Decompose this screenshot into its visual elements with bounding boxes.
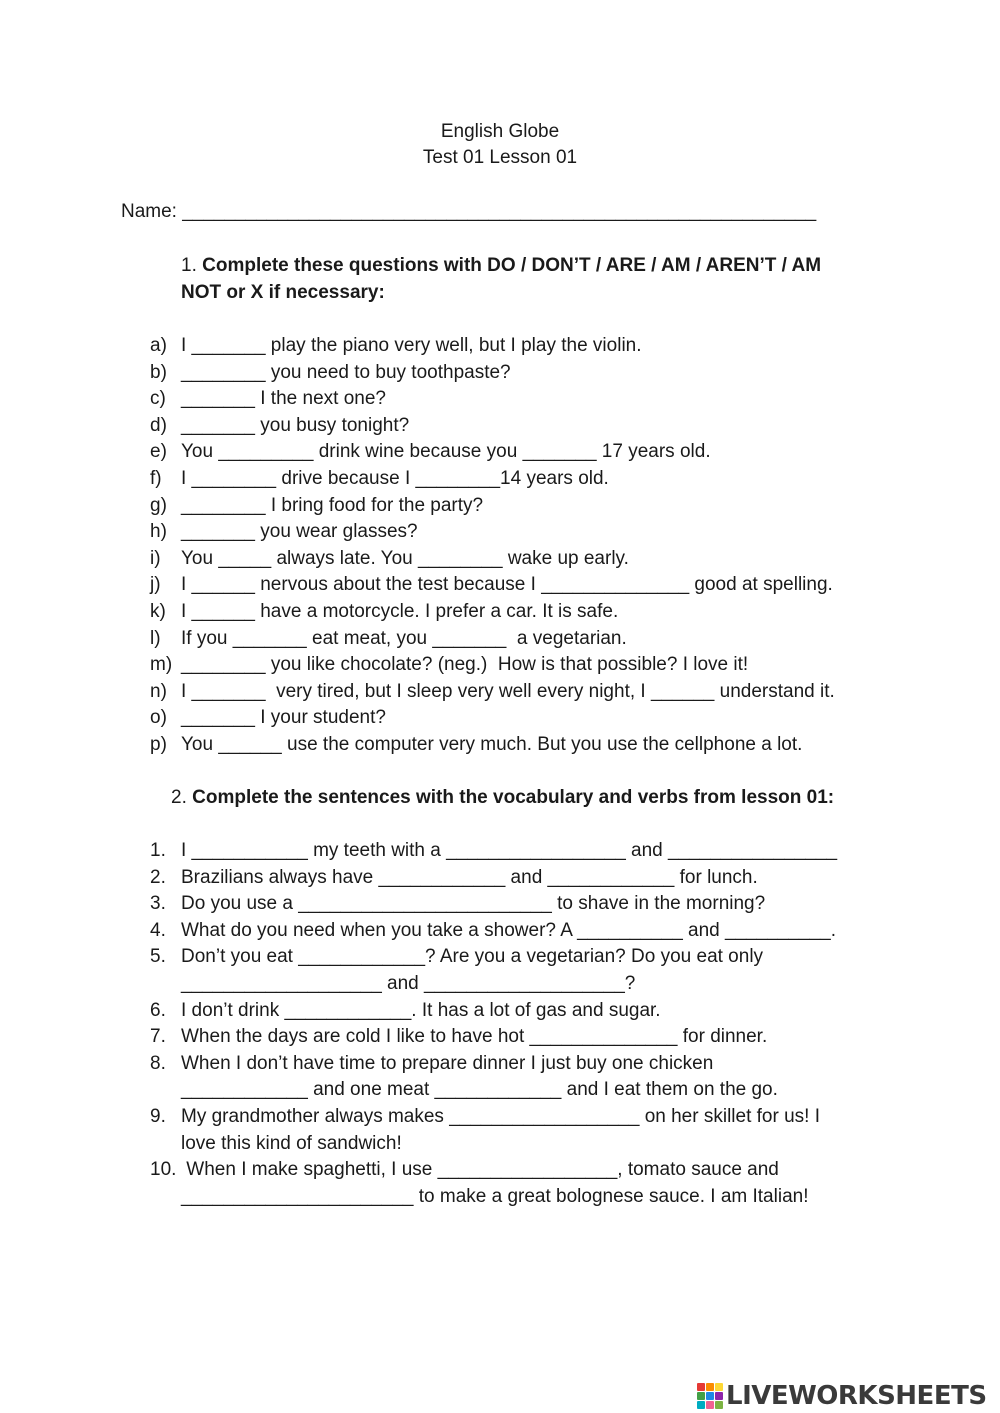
question-text[interactable]: I _______ play the piano very well, but I play the violin. (181, 335, 642, 356)
question-marker: c) (150, 388, 166, 410)
question-text[interactable]: If you _______ eat meat, you _______ a vegetarian. (181, 627, 627, 649)
question-marker: n) (150, 680, 167, 702)
section-2-instruction (171, 787, 834, 809)
question-text[interactable]: I ________ drive because I ________14 years old. (181, 468, 609, 489)
sentence-item (150, 867, 758, 889)
section-2-number: 2. (171, 787, 187, 808)
question-text[interactable]: _______ I the next one? (181, 388, 386, 410)
question-item (150, 415, 409, 437)
question-text[interactable]: _______ I your student? (181, 707, 386, 729)
question-text[interactable]: I ______ nervous about the test because I ______________ good at spelling. (181, 574, 833, 596)
logo-tile (697, 1401, 705, 1409)
question-marker: i) (150, 547, 161, 569)
question-text[interactable]: ________ I bring food for the party? (181, 494, 484, 516)
question-item (150, 734, 802, 756)
logo-tile (715, 1392, 723, 1400)
question-marker: f) (150, 468, 162, 489)
section-1-instruction (181, 255, 821, 277)
sentence-continuation[interactable]: love this kind of sandwich! (181, 1132, 402, 1154)
question-marker: h) (150, 521, 167, 543)
sentence-item (150, 1000, 661, 1022)
sentence-item (150, 1106, 820, 1128)
question-text[interactable]: I _______ very tired, but I sleep very well every night, I ______ understand it. (181, 680, 835, 702)
logo-tile (697, 1392, 705, 1400)
sentence-marker: 2. (150, 866, 166, 888)
question-item (150, 548, 629, 570)
logo-tile (706, 1392, 714, 1400)
logo-mosaic-icon (697, 1383, 723, 1409)
sentence-text[interactable]: Brazilians always have ____________ and ____________ for lunch. (181, 866, 758, 888)
sentence-continuation[interactable]: ______________________ to make a great bolognese sauce. I am Italian! (181, 1185, 809, 1207)
sentence-text[interactable]: When I make spaghetti, I use _________________, tomato sauce and (181, 1159, 779, 1181)
sentence-text[interactable]: Do you use a ________________________ to shave in the morning? (181, 893, 766, 915)
question-item (150, 441, 711, 463)
sentence-marker: 7. (150, 1026, 166, 1048)
logo-tile (715, 1401, 723, 1409)
question-item (150, 681, 835, 703)
logo-text: LIVEWORKSHEETS (726, 1381, 987, 1411)
question-item (150, 628, 627, 650)
sentence-text[interactable]: When I don’t have time to prepare dinner I just buy one chicken (181, 1052, 714, 1074)
question-item (150, 601, 618, 623)
question-marker: a) (150, 335, 167, 356)
question-marker: p) (150, 734, 167, 755)
question-text[interactable]: You _________ drink wine because you _______ 17 years old. (181, 441, 711, 463)
question-marker: k) (150, 601, 166, 622)
sentence-text[interactable]: What do you need when you take a shower? A __________ and __________. (181, 919, 836, 941)
sentence-item (150, 893, 765, 915)
logo-tile (715, 1383, 723, 1391)
liveworksheets-logo (697, 1380, 987, 1412)
sentence-item (150, 1159, 779, 1181)
question-marker: l) (150, 627, 161, 649)
sentence-marker: 3. (150, 893, 166, 915)
sentence-continuation[interactable]: ____________ and one meat ____________ and I eat them on the go. (181, 1079, 778, 1101)
question-item (150, 654, 748, 676)
sentence-marker: 4. (150, 919, 166, 941)
sentence-marker: 1. (150, 840, 166, 861)
sentence-marker: 10. (150, 1159, 177, 1181)
sentence-marker: 6. (150, 999, 166, 1021)
question-marker: m) (150, 654, 173, 676)
question-item (150, 574, 833, 596)
question-text[interactable]: ________ you like chocolate? (neg.) How is that possible? I love it! (181, 654, 749, 676)
question-marker: e) (150, 441, 167, 463)
sentence-text[interactable]: Don’t you eat ____________? Are you a vegetarian? Do you eat only (181, 946, 764, 968)
sentence-item (150, 920, 836, 942)
question-item (150, 468, 609, 490)
sentence-marker: 9. (150, 1106, 166, 1127)
question-item (150, 362, 511, 384)
question-marker: g) (150, 494, 167, 516)
question-text[interactable]: You ______ use the computer very much. But you use the cellphone a lot. (181, 734, 803, 755)
question-text[interactable]: _______ you busy tonight? (181, 414, 410, 436)
question-marker: j) (150, 574, 161, 596)
question-text[interactable]: You _____ always late. You ________ wake up early. (181, 547, 629, 569)
question-marker: d) (150, 414, 167, 436)
question-text[interactable]: I ______ have a motorcycle. I prefer a car. It is safe. (181, 601, 619, 622)
question-item (150, 521, 418, 543)
name-field[interactable]: Name: ____________________________________________________________ (121, 201, 817, 222)
question-item (150, 335, 642, 357)
logo-tile (697, 1383, 705, 1391)
sentence-text[interactable]: I ___________ my teeth with a _________________ and ________________ (181, 840, 838, 861)
section-1-instruction-line1: Complete these questions with DO / DON’T / ARE / AM / AREN’T / AM (202, 255, 822, 276)
sentence-marker: 8. (150, 1052, 166, 1074)
sentence-marker: 5. (150, 946, 166, 968)
question-text[interactable]: _______ you wear glasses? (181, 521, 418, 543)
question-item (150, 707, 386, 729)
sentence-text[interactable]: I don’t drink ____________. It has a lot of gas and sugar. (181, 999, 661, 1021)
section-2-instruction-text: Complete the sentences with the vocabulary and verbs from lesson 01: (192, 787, 835, 808)
question-item (150, 388, 386, 410)
sentence-item (150, 1053, 713, 1075)
logo-tile (706, 1383, 714, 1391)
sentence-text[interactable]: My grandmother always makes __________________ on her skillet for us! I (181, 1106, 820, 1127)
question-marker: o) (150, 707, 167, 729)
question-item (150, 495, 483, 517)
sentence-item (150, 1026, 767, 1048)
question-text[interactable]: ________ you need to buy toothpaste? (181, 361, 511, 383)
worksheet-title: English Globe (440, 121, 560, 142)
sentence-item (150, 840, 837, 862)
section-1-instruction-line2: NOT or X if necessary: (181, 282, 385, 303)
logo-tile (706, 1401, 714, 1409)
sentence-item (150, 946, 763, 968)
section-1-number: 1. (181, 255, 197, 276)
sentence-text[interactable]: When the days are cold I like to have hot ______________ for dinner. (181, 1026, 768, 1048)
sentence-continuation[interactable]: ___________________ and ___________________? (181, 973, 636, 994)
question-marker: b) (150, 361, 167, 383)
worksheet-subtitle: Test 01 Lesson 01 (422, 147, 578, 168)
